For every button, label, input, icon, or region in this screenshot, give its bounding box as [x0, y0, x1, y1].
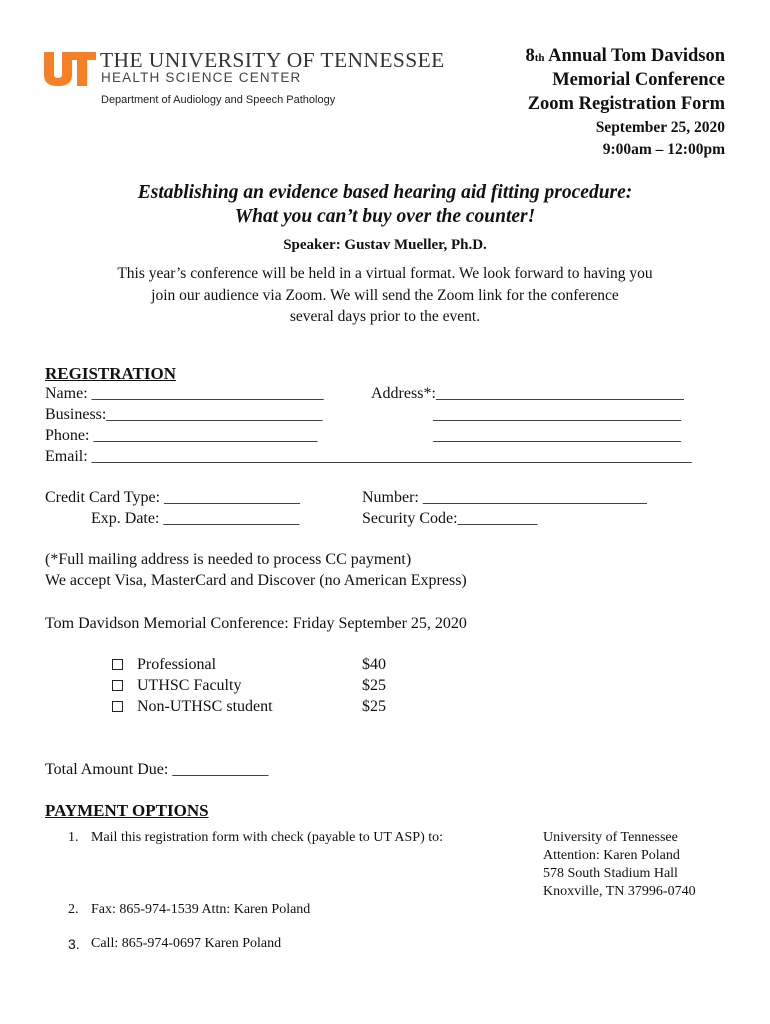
talk-title-line2: What you can’t buy over the counter!: [234, 206, 536, 227]
mail-address-line1: University of Tennessee: [543, 830, 678, 845]
mail-address-line3: 578 South Stadium Hall: [543, 866, 678, 881]
intro-line3: several days prior to the event.: [289, 308, 481, 325]
logo-department: Department of Audiology and Speech Pathology: [101, 94, 336, 106]
address-line2-field[interactable]: _______________________________: [433, 406, 681, 423]
option-uthsc-faculty[interactable]: UTHSC Faculty: [112, 677, 241, 695]
address-field[interactable]: Address*:_______________________________: [371, 385, 684, 402]
checkbox-icon[interactable]: [112, 701, 123, 712]
exp-date-field[interactable]: Exp. Date: _________________: [91, 510, 300, 527]
registration-heading: REGISTRATION: [45, 364, 176, 383]
payment-options-heading: PAYMENT OPTIONS: [45, 801, 209, 820]
payment-option3-number: 3.: [68, 936, 80, 952]
talk-title-line1: Establishing an evidence based hearing aid fitting procedure:: [137, 182, 633, 203]
name-field[interactable]: Name: _____________________________: [45, 385, 324, 402]
header-date: September 25, 2020: [595, 119, 725, 136]
payment-note: (*Full mailing address is needed to process CC payment): [45, 551, 412, 568]
total-amount-field[interactable]: Total Amount Due: ____________: [45, 761, 269, 778]
accepted-cards-note: We accept Visa, MasterCard and Discover (no American Express): [45, 572, 467, 589]
option-professional[interactable]: Professional: [112, 656, 216, 674]
logo-health-science-center: HEALTH SCIENCE CENTER: [101, 70, 302, 85]
price-uthsc-faculty: $25: [362, 677, 386, 694]
logo-university-name: THE UNIVERSITY OF TENNESSEE: [100, 48, 445, 72]
credit-card-type-field[interactable]: Credit Card Type: _________________: [45, 489, 301, 506]
checkbox-icon[interactable]: [112, 680, 123, 691]
address-line3-field[interactable]: _______________________________: [433, 427, 681, 444]
security-code-field[interactable]: Security Code:__________: [362, 510, 538, 527]
email-field[interactable]: Email: ___________________________________________________________________________: [45, 448, 692, 465]
header-title-line3: Zoom Registration Form: [527, 94, 725, 114]
intro-line2: join our audience via Zoom. We will send the Zoom link for the conference: [151, 287, 619, 304]
checkbox-icon[interactable]: [112, 659, 123, 670]
payment-option3: Call: 865-974-0697 Karen Poland: [91, 936, 282, 951]
payment-option1-number: 1.: [68, 830, 79, 845]
speaker-line: Speaker: Gustav Mueller, Ph.D.: [283, 237, 487, 253]
price-professional: $40: [362, 656, 386, 673]
ut-logo-icon: [44, 52, 96, 86]
payment-option1: Mail this registration form with check (payable to UT ASP) to:: [91, 830, 444, 845]
business-field[interactable]: Business:___________________________: [45, 406, 323, 423]
payment-option2: Fax: 865-974-1539 Attn: Karen Poland: [91, 902, 311, 917]
card-number-field[interactable]: Number: ____________________________: [362, 489, 647, 506]
header-time: 9:00am – 12:00pm: [602, 141, 725, 158]
mail-address-line2: Attention: Karen Poland: [543, 848, 680, 863]
intro-line1: This year’s conference will be held in a virtual format. We look forward to having you: [117, 265, 653, 282]
mail-address-line4: Knoxville, TN 37996-0740: [543, 884, 696, 899]
conference-line: Tom Davidson Memorial Conference: Friday September 25, 2020: [45, 615, 467, 632]
header-title-line1: 8th Annual Tom Davidson: [525, 46, 725, 66]
payment-option2-number: 2.: [68, 902, 79, 917]
option-non-uthsc-student[interactable]: Non-UTHSC student: [112, 698, 273, 716]
header-title-line2: Memorial Conference: [552, 70, 725, 90]
price-non-uthsc-student: $25: [362, 698, 386, 715]
phone-field[interactable]: Phone: ____________________________: [45, 427, 318, 444]
